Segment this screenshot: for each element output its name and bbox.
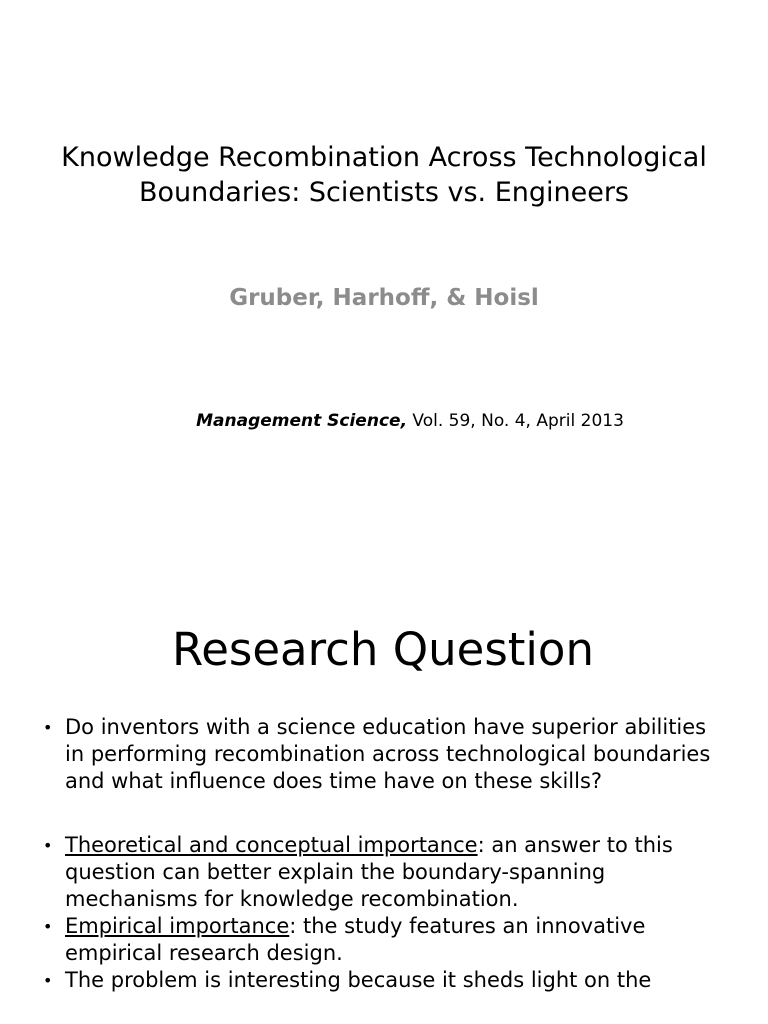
slide-heading: Research Question (172, 623, 594, 676)
bullet-item (40, 714, 730, 795)
bullet-list (40, 714, 730, 994)
journal-comma: , (400, 411, 408, 431)
paper-title-line-2: Boundaries: Scientists vs. Engineers (138, 177, 630, 208)
bullet-icon: • (43, 718, 53, 737)
bullet-item (40, 832, 730, 913)
bullet-icon: • (43, 971, 53, 990)
authors: Gruber, Harhoff, & Hoisl (229, 285, 539, 311)
bullet-text: : an answer to this question can better explain the boundary-spanning mechanisms for knowledge recombination. (65, 833, 673, 911)
bullet-icon: • (43, 836, 53, 855)
research-question-slide (0, 576, 768, 1024)
bullet-text: Do inventors with a science education have superior abilities in performing recombination across technological boundaries and what influence does time have on these skills? (65, 715, 711, 793)
journal-name: Management Science (196, 411, 401, 431)
paper-title-line-1: Knowledge Recombination Across Technological (61, 142, 707, 173)
bullet-item (40, 913, 730, 967)
bullet-text: : the study features an innovative empirical research design. (65, 914, 646, 965)
volume-info: Vol. 59, No. 4, April 2013 (407, 411, 624, 431)
bullet-text: The problem is interesting because it sheds light on the (65, 968, 652, 992)
citation (0, 411, 768, 431)
bullet-term: Theoretical and conceptual importance (65, 833, 478, 857)
bullet-item (40, 967, 730, 994)
bullet-icon: • (43, 917, 53, 936)
bullet-term: Empirical importance (65, 914, 290, 938)
paper-title (20, 140, 748, 210)
